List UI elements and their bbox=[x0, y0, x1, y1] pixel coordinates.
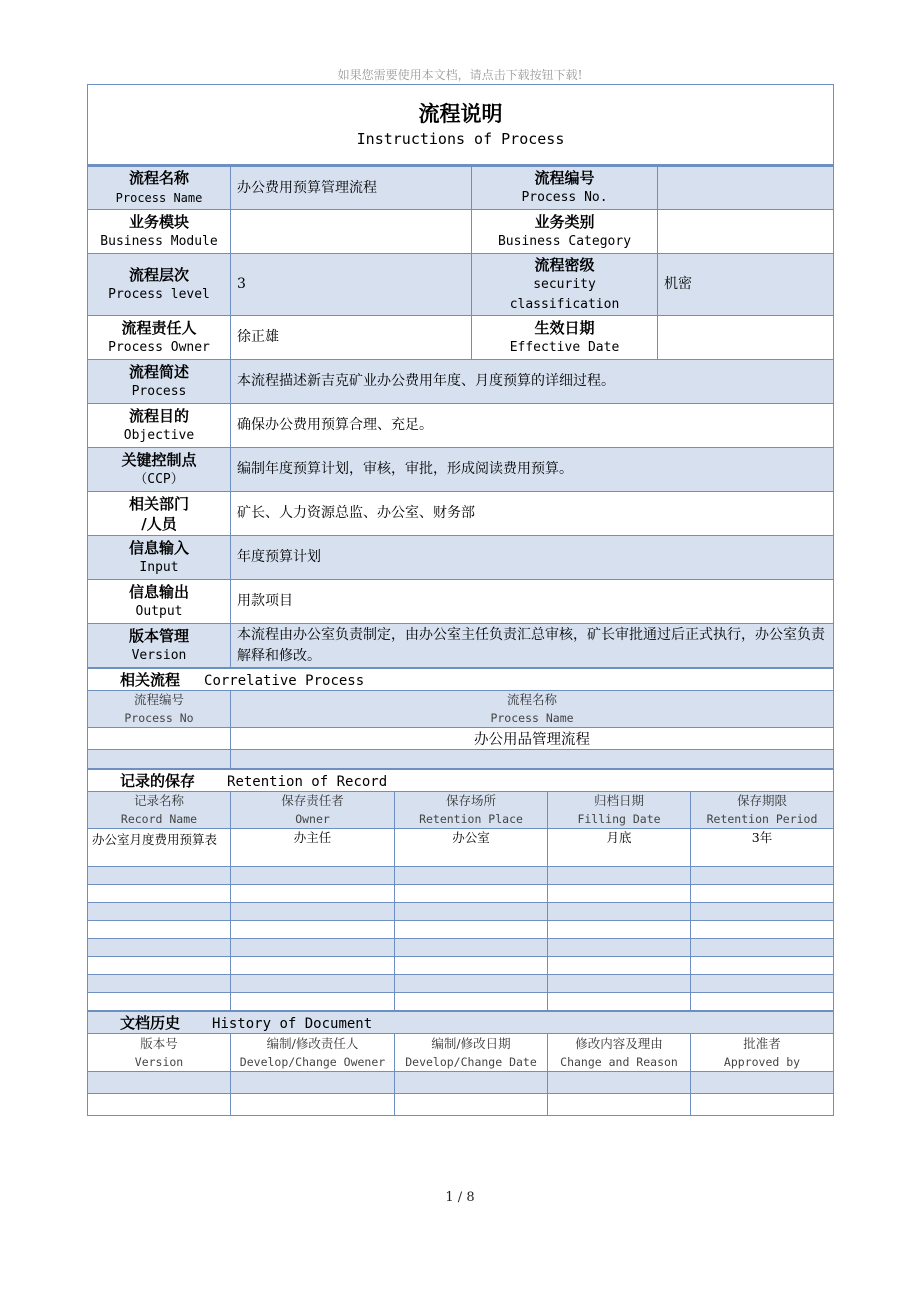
value-process-level: 3 bbox=[231, 254, 472, 316]
label-process-no: 流程编号 Process No. bbox=[472, 166, 658, 210]
section-correlative: 相关流程 Correlative Process bbox=[88, 669, 834, 691]
label-departments: 相关部门 /人员 bbox=[88, 492, 231, 536]
col-approved-by: 批准者 Approved by bbox=[691, 1034, 834, 1072]
col-version: 版本号 Version bbox=[88, 1034, 231, 1072]
col-retention-place: 保存场所 Retention Place bbox=[395, 792, 548, 829]
label-version: 版本管理 Version bbox=[88, 624, 231, 668]
process-document bbox=[87, 84, 833, 1116]
label-input: 信息输入 Input bbox=[88, 536, 231, 580]
section-history: 文档历史 History of Document bbox=[88, 1012, 834, 1034]
correlative-no bbox=[88, 728, 231, 750]
value-process: 本流程描述新吉克矿业办公费用年度、月度预算的详细过程。 bbox=[231, 360, 834, 404]
col-filling-date: 归档日期 Filling Date bbox=[548, 792, 691, 829]
col-change-owner: 编制/修改责任人 Develop/Change Owener bbox=[231, 1034, 395, 1072]
col-process-no: 流程编号 Process No bbox=[88, 691, 231, 728]
col-change-date: 编制/修改日期 Develop/Change Date bbox=[395, 1034, 548, 1072]
value-security: 机密 bbox=[658, 254, 834, 316]
download-notice: 如果您需要使用本文档，请点击下载按钮下载! bbox=[337, 68, 583, 82]
record-name: 办公室月度费用预算表 bbox=[88, 829, 231, 867]
value-ccp: 编制年度预算计划，审核，审批，形成阅读费用预算。 bbox=[231, 448, 834, 492]
record-place: 办公室 bbox=[395, 829, 548, 867]
col-change-reason: 修改内容及理由 Change and Reason bbox=[548, 1034, 691, 1072]
value-objective: 确保办公费用预算合理、充足。 bbox=[231, 404, 834, 448]
label-ccp: 关键控制点 （CCP） bbox=[88, 448, 231, 492]
page-number: 1 / 8 bbox=[445, 1190, 475, 1205]
value-effective-date bbox=[658, 316, 834, 360]
correlative-process-table bbox=[87, 668, 834, 769]
retention-table bbox=[87, 769, 834, 1011]
col-record-name: 记录名称 Record Name bbox=[88, 792, 231, 829]
section-retention: 记录的保存 Retention of Record bbox=[88, 770, 834, 792]
label-process: 流程简述 Process bbox=[88, 360, 231, 404]
record-owner: 办主任 bbox=[231, 829, 395, 867]
title-en: Instructions of Process bbox=[356, 129, 565, 148]
value-input: 年度预算计划 bbox=[231, 536, 834, 580]
value-owner: 徐正雄 bbox=[231, 316, 472, 360]
value-departments: 矿长、人力资源总监、办公室、财务部 bbox=[231, 492, 834, 536]
correlative-name: 办公用品管理流程 bbox=[231, 728, 834, 750]
value-business-category bbox=[658, 210, 834, 254]
label-output: 信息输出 Output bbox=[88, 580, 231, 624]
label-process-level: 流程层次 Process level bbox=[88, 254, 231, 316]
col-process-name: 流程名称 Process Name bbox=[231, 691, 834, 728]
label-objective: 流程目的 Objective bbox=[88, 404, 231, 448]
title-cn: 流程说明 bbox=[418, 100, 503, 126]
document-title bbox=[88, 85, 834, 166]
history-table bbox=[87, 1011, 834, 1116]
value-output: 用款项目 bbox=[231, 580, 834, 624]
label-business-module: 业务模块 Business Module bbox=[88, 210, 231, 254]
col-owner: 保存责任者 Owner bbox=[231, 792, 395, 829]
col-retention-period: 保存期限 Retention Period bbox=[691, 792, 834, 829]
value-version: 本流程由办公室负责制定，由办公室主任负责汇总审核，矿长审批通过后正式执行，办公室负责解释和修改。 bbox=[231, 624, 834, 668]
process-info-table bbox=[87, 84, 834, 668]
label-process-name: 流程名称 Process Name bbox=[88, 166, 231, 210]
label-owner: 流程责任人 Process Owner bbox=[88, 316, 231, 360]
value-process-name: 办公费用预算管理流程 bbox=[231, 166, 472, 210]
label-effective-date: 生效日期 Effective Date bbox=[472, 316, 658, 360]
table-row bbox=[88, 829, 834, 867]
label-business-category: 业务类别 Business Category bbox=[472, 210, 658, 254]
value-process-no bbox=[658, 166, 834, 210]
record-period: 3年 bbox=[691, 829, 834, 867]
label-security: 流程密级 security classification bbox=[472, 254, 658, 316]
record-date: 月底 bbox=[548, 829, 691, 867]
value-business-module bbox=[231, 210, 472, 254]
